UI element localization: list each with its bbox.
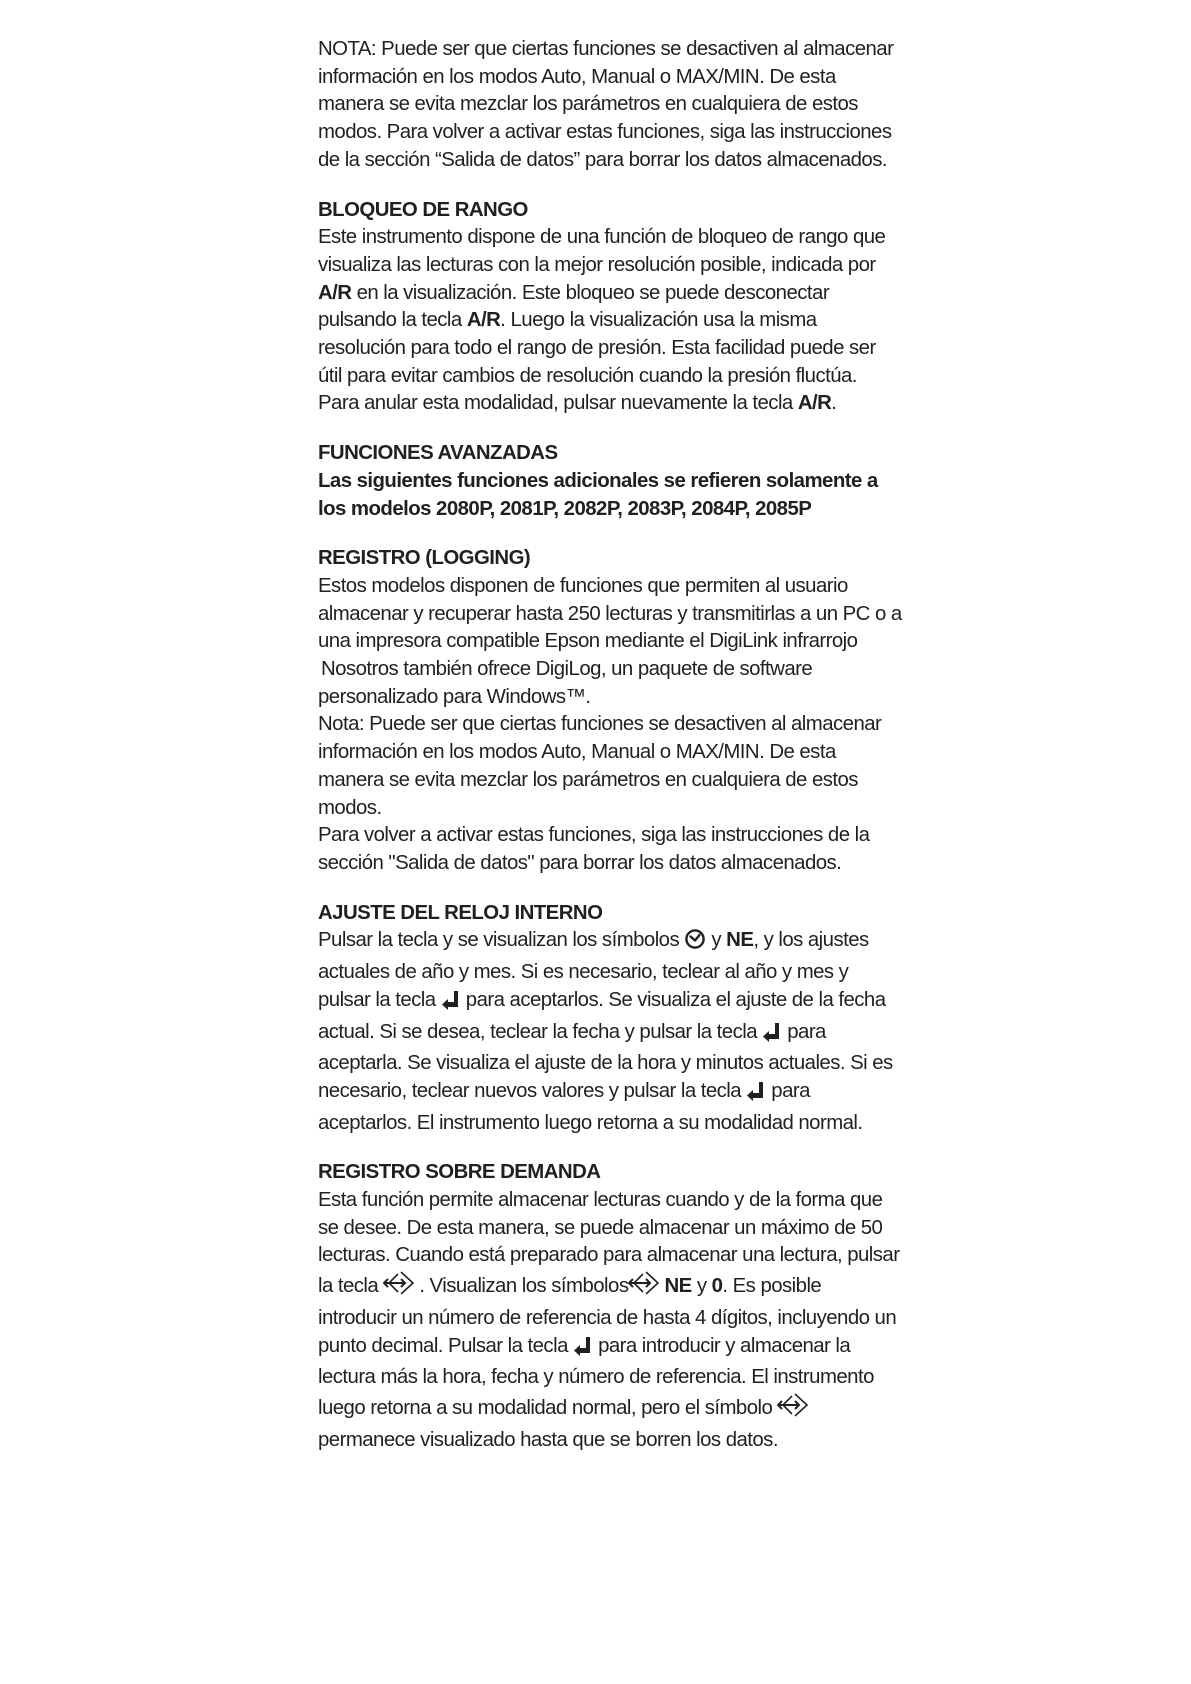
section-heading: BLOQUEO DE RANGO xyxy=(318,198,528,221)
paragraph-line: una impresora compatible Epson mediante el DigiLink infrarrojo xyxy=(318,630,858,653)
paragraph-line: útil para evitar cambios de resolución cuando la presión fluctúa. xyxy=(318,364,857,387)
spacer xyxy=(318,175,918,197)
section-heading: REGISTRO (LOGGING) xyxy=(318,547,531,570)
paragraph-line: Nota: Puede ser que ciertas funciones se desactiven al almacenar xyxy=(318,713,882,736)
paragraph-line: pulsando la tecla A/R. Luego la visualización usa la misma xyxy=(318,309,817,332)
paragraph-line: resolución para todo el rango de presión. Esta facilidad puede ser xyxy=(318,337,876,360)
enter-key-icon xyxy=(746,1081,766,1110)
paragraph-line: Este instrumento dispone de una función de bloqueo de rango que xyxy=(318,226,886,249)
paragraph-line: la tecla . Visualizan los símbolos NE y 0. Es posible xyxy=(318,1270,918,1305)
section-logging xyxy=(318,545,918,877)
note-line: modos. Para volver a activar estas funciones, siga las instrucciones xyxy=(318,121,892,144)
paragraph-line: lecturas. Cuando está preparado para almacenar una lectura, pulsar xyxy=(318,1244,900,1267)
store-key-icon xyxy=(777,1392,813,1427)
paragraph-line: Pulsar la tecla y se visualizan los símbolos y NE, y los ajustes xyxy=(318,927,918,959)
paragraph-line: luego retorna a su modalidad normal, pero el símbolo xyxy=(318,1392,918,1427)
paragraph-line: aceptarla. Se visualiza el ajuste de la hora y minutos actuales. Si es xyxy=(318,1052,893,1075)
section-on-demand xyxy=(318,1159,918,1454)
paragraph-line: se desee. De esta manera, se puede almacenar un máximo de 50 xyxy=(318,1216,883,1239)
paragraph-line: visualiza las lecturas con la mejor resolución posible, indicada por xyxy=(318,253,876,276)
section-heading: REGISTRO SOBRE DEMANDA xyxy=(318,1161,601,1184)
paragraph-line: Para anular esta modalidad, pulsar nuevamente la tecla A/R. xyxy=(318,392,837,415)
enter-key-icon xyxy=(573,1336,593,1365)
paragraph-line: Para volver a activar estas funciones, siga las instrucciones de la xyxy=(318,824,870,847)
paragraph-line: lectura más la hora, fecha y número de referencia. El instrumento xyxy=(318,1366,874,1389)
section-heading: AJUSTE DEL RELOJ INTERNO xyxy=(318,901,603,924)
paragraph-line: manera se evita mezclar los parámetros en cualquiera de estos xyxy=(318,768,858,791)
bold-line: los modelos 2080P, 2081P, 2082P, 2083P, 2084P, 2085P xyxy=(318,497,812,520)
paragraph-line: información en los modos Auto, Manual o MAX/MIN. De esta xyxy=(318,741,836,764)
paragraph-line: sección "Salida de datos" para borrar los datos almacenados. xyxy=(318,851,842,874)
enter-key-icon xyxy=(762,1022,782,1051)
paragraph-line: punto decimal. Pulsar la tecla para introducir y almacenar la xyxy=(318,1333,918,1365)
paragraph-line: necesario, teclear nuevos valores y pulsar la tecla para xyxy=(318,1078,918,1110)
spacer xyxy=(318,523,918,545)
spacer xyxy=(318,878,918,900)
key-label-ar: A/R xyxy=(797,392,832,415)
key-label-ar: A/R xyxy=(466,309,501,332)
paragraph-line: aceptarlos. El instrumento luego retorna a su modalidad normal. xyxy=(318,1111,863,1134)
spacer xyxy=(318,1137,918,1159)
symbol-ne: NE xyxy=(726,929,754,952)
note-line: manera se evita mezclar los parámetros en cualquiera de estos xyxy=(318,93,858,116)
paragraph-line: A/R en la visualización. Este bloqueo se puede desconectar xyxy=(318,281,830,304)
bold-line: Las siguientes funciones adicionales se refieren solamente a xyxy=(318,469,878,492)
note-line: NOTA: Puede ser que ciertas funciones se desactiven al almacenar xyxy=(318,38,894,60)
key-label-ar: A/R xyxy=(318,281,352,304)
section-heading: FUNCIONES AVANZADAS xyxy=(318,442,558,465)
paragraph-line: Nosotros también ofrece DigiLog, un paquete de software xyxy=(321,658,813,681)
section-range-lock xyxy=(318,197,918,419)
paragraph-line: Estos modelos disponen de funciones que permiten al usuario xyxy=(318,574,848,597)
section-clock xyxy=(318,900,918,1138)
symbol-zero: 0 xyxy=(711,1275,723,1298)
spacer xyxy=(318,418,918,440)
note-line: información en los modos Auto, Manual o MAX/MIN. De esta xyxy=(318,65,836,88)
enter-key-icon xyxy=(441,990,461,1019)
clock-icon xyxy=(684,928,706,959)
paragraph-line: permanece visualizado hasta que se borren los datos. xyxy=(318,1428,778,1451)
store-key-icon xyxy=(628,1270,664,1305)
note-line: de la sección “Salida de datos” para borrar los datos almacenados. xyxy=(318,148,887,171)
symbol-ne: NE xyxy=(664,1275,692,1298)
section-advanced xyxy=(318,440,918,523)
paragraph-line: pulsar la tecla para aceptarlos. Se visualiza el ajuste de la fecha xyxy=(318,987,918,1019)
paragraph-line: actual. Si se desea, teclear la fecha y pulsar la tecla para xyxy=(318,1019,918,1051)
paragraph-line: personalizado para Windows™. xyxy=(318,685,591,708)
paragraph-line: actuales de año y mes. Si es necesario, teclear al año y mes y xyxy=(318,961,849,984)
paragraph-line: modos. xyxy=(318,796,382,819)
paragraph-line: almacenar y recuperar hasta 250 lecturas y transmitirlas a un PC o a xyxy=(318,602,902,625)
document-page xyxy=(318,36,918,1454)
paragraph-line: introducir un número de referencia de hasta 4 dígitos, incluyendo un xyxy=(318,1306,897,1329)
paragraph-line: Esta función permite almacenar lecturas cuando y de la forma que xyxy=(318,1189,883,1212)
note-top xyxy=(318,36,918,175)
store-key-icon xyxy=(383,1270,419,1305)
